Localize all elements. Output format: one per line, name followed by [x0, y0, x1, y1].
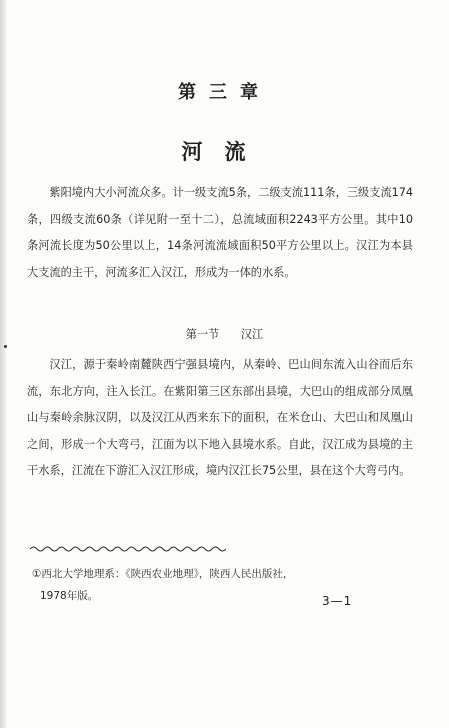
footnote-line: ①西北大学地理系：《陕西农业地理》，陕西人民出版社， — [32, 568, 294, 580]
footnote-line: 1978年版。 — [40, 590, 99, 602]
margin-mark — [4, 345, 7, 348]
footnote — [32, 563, 422, 607]
section-title: 河流 — [181, 140, 268, 164]
intro-paragraph: 紫阳境内大小河流众多。计一级支流5条，二级支流111条，三级支流174条，四级支流60条（详见附一至十二），总流域面积2243平方公里。其中10条河流长度为50公里以上，14条河流流域面积50平方公里以上。汉江为本县大支流的主干，河流多汇入汉江，形成为一体的水系。 — [27, 186, 413, 279]
subsection-title: 第一节 汉江 — [185, 328, 264, 341]
page-edge-shadow — [0, 0, 6, 728]
chapter-title: 第三章 — [178, 82, 271, 103]
hanjiang-paragraph: 汉江，源于秦岭南麓陕西宁强县境内，从秦岭、巴山间东流入山谷而后东流，东北方向，注入长江。在紫阳第三区东部出县境，大巴山的组成部分凤凰山与秦岭余脉汉阴，以及汉江从西来东下的面积，在米仓山、大巴山和凤凰山之间，形成一个大弯弓，江面为以下地入县境水系。自此，汉江成为县境的主干水系，江流在下游汇入汉江形成，境内汉江长75公里，县在这个大弯弓内。 — [27, 358, 413, 477]
footnote-divider — [30, 545, 226, 553]
page-number: 3—1 — [322, 594, 353, 608]
